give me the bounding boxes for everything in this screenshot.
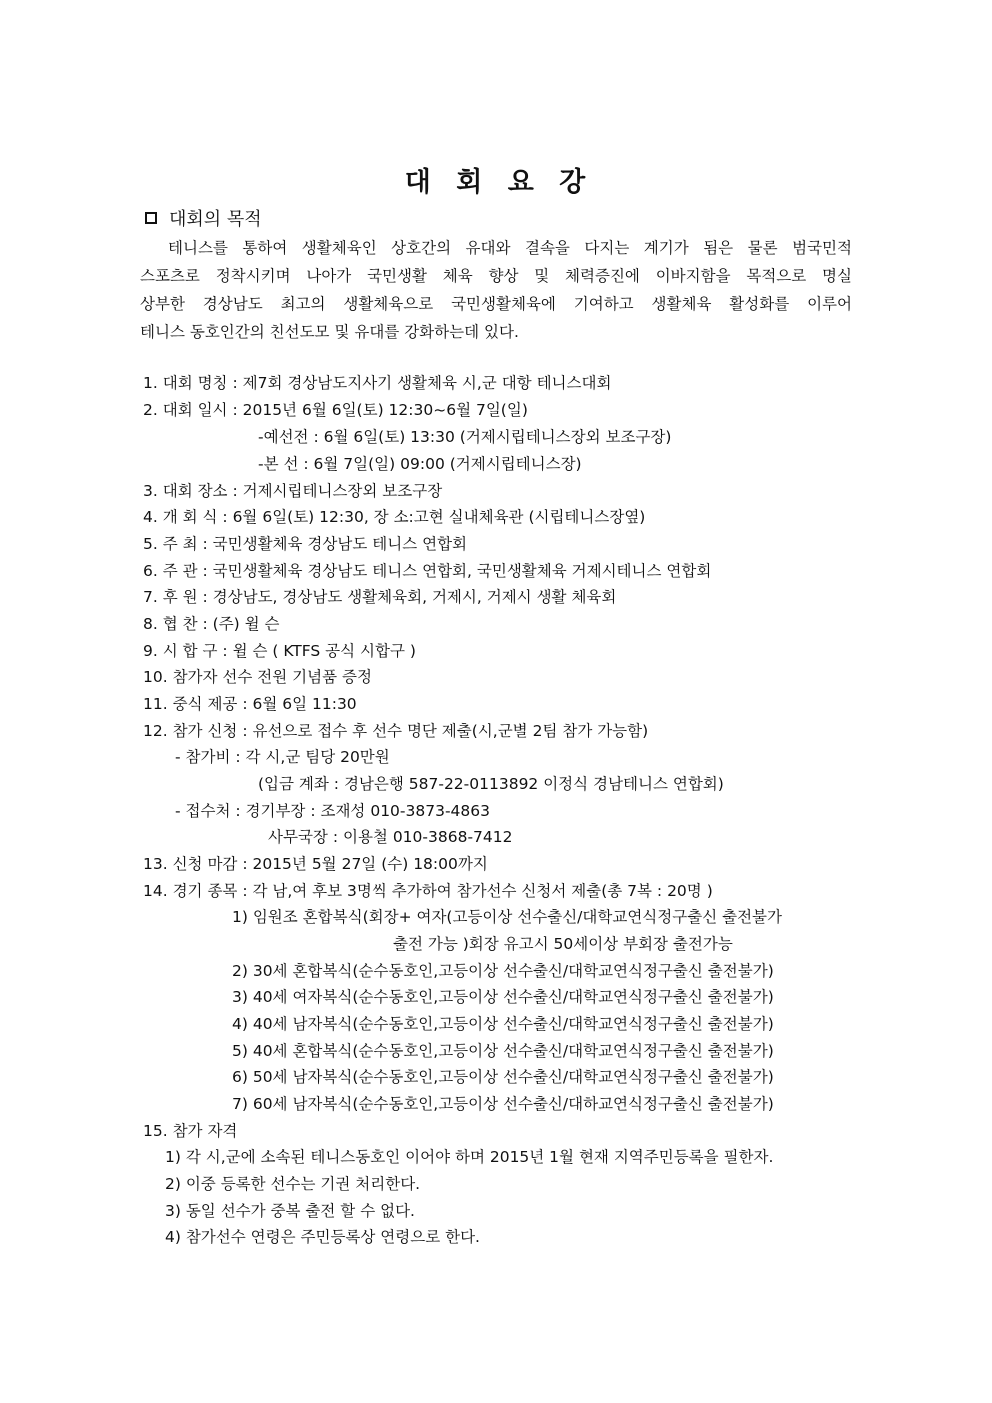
event-line: 출전 가능 )회장 유고시 50세이상 부회장 출전가능 <box>393 935 733 953</box>
purpose-line: 상부한 경상남도 최고의 생활체육으로 국민생활체육에 기여하고 생활체육 활성화를 이루어 <box>140 295 852 313</box>
item-host: 5. 주 최 : 국민생활체육 경상남도 테니스 연합회 <box>143 535 468 553</box>
checkbox-bullet-icon <box>145 212 157 224</box>
item-venue: 3. 대회 장소 : 거제시립테니스장외 보조구장 <box>143 482 443 500</box>
item-contact-secretary: 사무국장 : 이용철 010-3868-7412 <box>268 828 513 846</box>
event-line: 3) 40세 여자복식(순수동호인,고등이상 선수출신/대학교연식정구출신 출전불가) <box>232 988 774 1006</box>
eligibility-line: 2) 이중 등록한 선수는 기권 처리한다. <box>165 1175 421 1193</box>
item-opening-ceremony: 4. 개 회 식 : 6월 6일(토) 12:30, 장 소:고현 실내체육관 (시립테니스장옆) <box>143 508 646 526</box>
page-title: 대 회 요 강 <box>404 167 588 198</box>
item-supporter: 8. 협 찬 : (주) 윌 슨 <box>143 615 280 633</box>
purpose-heading <box>145 205 262 231</box>
item-eligibility: 15. 참가 자격 <box>143 1122 238 1140</box>
purpose-heading-text: 대회의 목적 <box>169 209 262 230</box>
item-event-name: 1. 대회 명칭 : 제7회 경상남도지사기 생활체육 시,군 대항 테니스대회 <box>143 374 612 392</box>
event-line: 6) 50세 남자복식(순수동호인,고등이상 선수출신/대학교연식정구출신 출전불가) <box>232 1068 774 1086</box>
event-line: 2) 30세 혼합복식(순수동호인,고등이상 선수출신/대학교연식정구출신 출전불가) <box>232 962 774 980</box>
item-preliminary: -예선전 : 6월 6일(토) 13:30 (거제시립테니스장외 보조구장) <box>258 428 672 446</box>
item-official-ball: 9. 시 합 구 : 윌 슨 ( KTFS 공식 시합구 ) <box>143 642 416 660</box>
item-organizer: 6. 주 관 : 국민생활체육 경상남도 테니스 연합회, 국민생활체육 거제시테니스 연합회 <box>143 562 712 580</box>
item-bank-account: (입금 계좌 : 경남은행 587-22-0113892 이정식 경남테니스 연합회) <box>258 775 724 793</box>
item-final: -본 선 : 6월 7일(일) 09:00 (거제시립테니스장) <box>258 455 582 473</box>
event-line: 1) 임원조 혼합복식(회장+ 여자(고등이상 선수출신/대학교연식정구출신 출전불가 <box>232 908 782 926</box>
item-events: 14. 경기 종목 : 각 남,여 후보 3명씩 추가하여 참가선수 신청서 제출(총 7복 : 20명 ) <box>143 882 713 900</box>
purpose-line: 테니스 동호인간의 친선도모 및 유대를 강화하는데 있다. <box>140 323 519 341</box>
item-contact-manager: - 접수처 : 경기부장 : 조재성 010-3873-4863 <box>175 802 490 820</box>
event-line: 7) 60세 남자복식(순수동호인,고등이상 선수출신/대하교연식정구출신 출전불가) <box>232 1095 774 1113</box>
purpose-paragraph <box>140 234 852 346</box>
item-event-date: 2. 대회 일시 : 2015년 6월 6일(토) 12:30~6월 7일(일) <box>143 401 528 419</box>
item-sponsor: 7. 후 원 : 경상남도, 경상남도 생활체육회, 거제시, 거제시 생활 체육회 <box>143 588 617 606</box>
event-line: 4) 40세 남자복식(순수동호인,고등이상 선수출신/대학교연식정구출신 출전불가) <box>232 1015 774 1033</box>
item-lunch: 11. 중식 제공 : 6월 6일 11:30 <box>143 695 357 713</box>
purpose-line: 테니스를 통하여 생활체육인 상호간의 유대와 결속을 다지는 계기가 됨은 물론 범국민적 <box>168 239 852 257</box>
item-deadline: 13. 신청 마감 : 2015년 5월 27일 (수) 18:00까지 <box>143 855 488 873</box>
eligibility-line: 4) 참가선수 연령은 주민등록상 연령으로 한다. <box>165 1228 480 1246</box>
eligibility-line: 3) 동일 선수가 중복 출전 할 수 없다. <box>165 1202 415 1220</box>
item-entry-fee: - 참가비 : 각 시,군 팀당 20만원 <box>175 748 390 766</box>
item-registration: 12. 참가 신청 : 유선으로 접수 후 선수 명단 제출(시,군별 2팀 참가 가능함) <box>143 722 649 740</box>
event-line: 5) 40세 혼합복식(순수동호인,고등이상 선수출신/대학교연식정구출신 출전불가) <box>232 1042 774 1060</box>
item-souvenir: 10. 참가자 선수 전원 기념품 증정 <box>143 668 372 686</box>
eligibility-line: 1) 각 시,군에 소속된 테니스동호인 이어야 하며 2015년 1월 현재 지역주민등록을 필한자. <box>165 1148 774 1166</box>
purpose-line: 스포츠로 정착시키며 나아가 국민생활 체육 향상 및 체력증진에 이바지함을 목적으로 명실 <box>140 267 852 285</box>
